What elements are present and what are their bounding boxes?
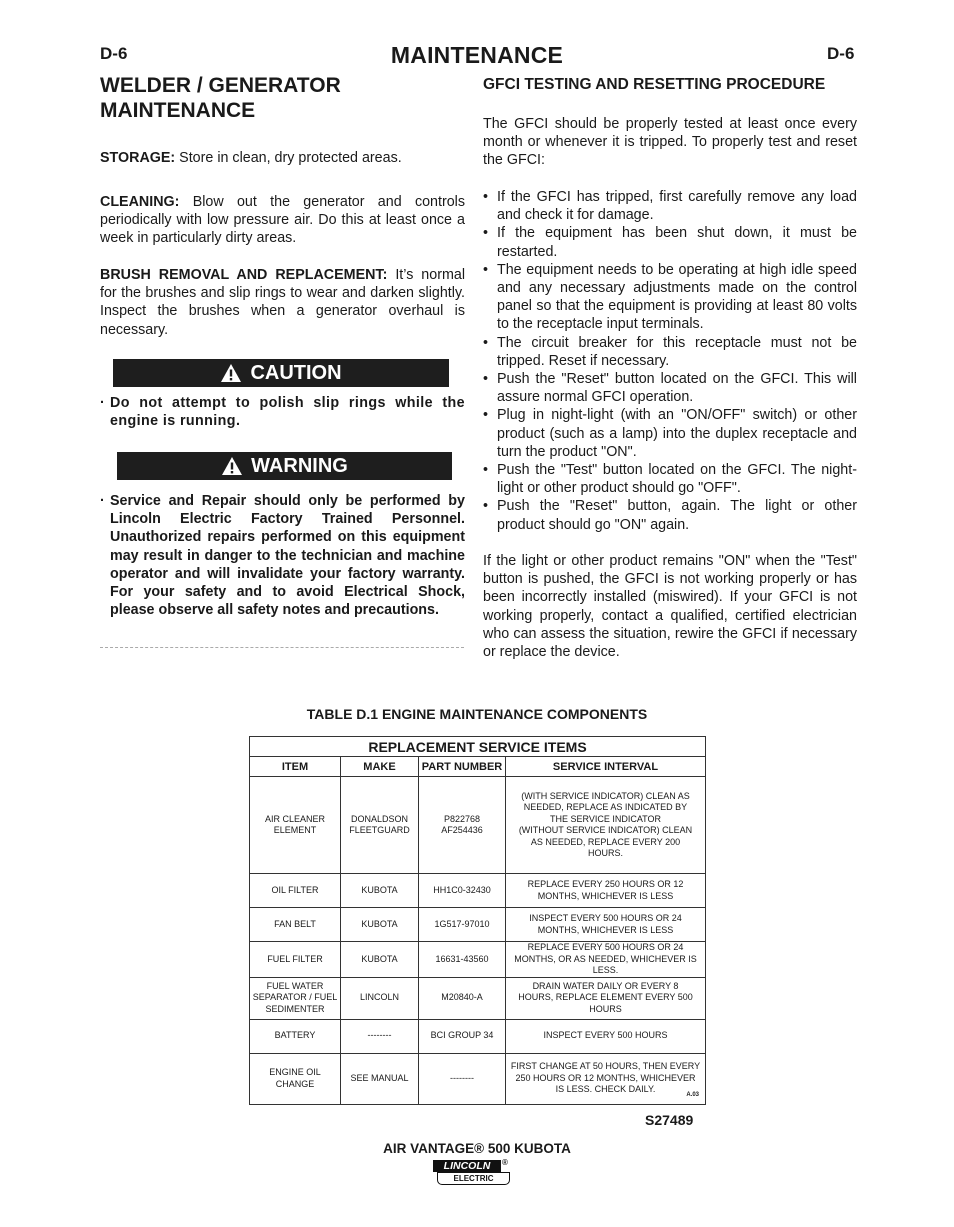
maintenance-table: [249, 736, 706, 1105]
storage-text: Store in clean, dry protected areas.: [175, 150, 402, 166]
table-group-header: REPLACEMENT SERVICE ITEMS: [250, 737, 706, 757]
column-header-item: ITEM: [250, 757, 341, 777]
cell-make: SEE MANUAL: [341, 1053, 419, 1104]
section-heading: [100, 73, 341, 123]
table-row: [250, 977, 706, 1019]
divider: [100, 647, 464, 648]
storage-paragraph: [100, 149, 465, 167]
cell-item: BATTERY: [250, 1019, 341, 1053]
list-item: • Push the "Test" button located on the GFCI. The night-light or other product should go "OFF".: [483, 461, 857, 497]
storage-label: STORAGE:: [100, 150, 176, 166]
table-caption: TABLE D.1 ENGINE MAINTENANCE COMPONENTS: [306, 706, 648, 722]
caution-label: CAUTION: [250, 361, 342, 384]
cell-make: LINCOLN: [341, 977, 419, 1019]
cell-part: M20840-A: [419, 977, 506, 1019]
cleaning-paragraph: [100, 193, 465, 248]
cell-part: 16631-43560: [419, 942, 506, 978]
page-number-right: D-6: [827, 44, 855, 63]
cell-item: AIR CLEANER ELEMENT: [250, 777, 341, 874]
product-name: AIR VANTAGE® 500 KUBOTA: [383, 1141, 571, 1156]
brush-label: BRUSH REMOVAL AND REPLACEMENT:: [100, 267, 388, 283]
cell-interval: DRAIN WATER DAILY OR EVERY 8 HOURS, REPLACE ELEMENT EVERY 500 HOURS: [506, 977, 706, 1019]
warning-triangle-icon: [221, 456, 243, 476]
cell-make: KUBOTA: [341, 942, 419, 978]
cell-interval-text: FIRST CHANGE AT 50 HOURS, THEN EVERY 250 HOURS OR 12 MONTHS, WHICHEVER IS LESS. CHECK DAILY.: [510, 1061, 701, 1095]
cell-part: P822768 AF254436: [419, 777, 506, 874]
table-row: [250, 1019, 706, 1053]
cell-item: ENGINE OIL CHANGE: [250, 1053, 341, 1104]
table-row: [250, 942, 706, 978]
cell-item: OIL FILTER: [250, 874, 341, 908]
list-item: • The equipment needs to be operating at high idle speed and any necessary adjustments made on the control panel so that the equipment is providing at least 80 volts to the receptacle input terminals.: [483, 261, 857, 334]
page-number-left: D-6: [100, 44, 128, 63]
cell-interval: INSPECT EVERY 500 HOURS: [506, 1019, 706, 1053]
cell-interval: (WITH SERVICE INDICATOR) CLEAN AS NEEDED, REPLACE AS INDICATED BY THE SERVICE INDICATOR (WITHOUT SERVICE INDICATOR) CLEAN AS NEEDED, REPLACE EVERY 200 HOURS.: [506, 777, 706, 874]
column-header-make: MAKE: [341, 757, 419, 777]
gfci-intro: The GFCI should be properly tested at least once every month or whenever it is tripped. To properly test and reset the GFCI:: [483, 116, 857, 169]
warning-item: · Service and Repair should only be performed by Lincoln Electric Factory Trained Personnel. Unauthorized repairs performed on this equipment may result in danger to the technician and machine operator and will invalidate your factory warranty. For your safety and to avoid Electrical Shock, please observe all safety notes and precautions.: [100, 493, 465, 619]
warning-triangle-icon: [220, 363, 242, 383]
cell-item: FAN BELT: [250, 908, 341, 942]
drawing-number: S27489: [645, 1112, 694, 1128]
cell-interval: REPLACE EVERY 500 HOURS OR 24 MONTHS, OR AS NEEDED, WHICHEVER IS LESS.: [506, 942, 706, 978]
cell-make: KUBOTA: [341, 908, 419, 942]
cell-item: FUEL FILTER: [250, 942, 341, 978]
list-item: • Push the "Reset" button located on the GFCI. This will assure normal GFCI operation.: [483, 370, 857, 406]
cell-interval: REPLACE EVERY 250 HOURS OR 12 MONTHS, WHICHEVER IS LESS: [506, 874, 706, 908]
gfci-heading: GFCI TESTING AND RESETTING PROCEDURE: [483, 76, 826, 93]
page-title: MAINTENANCE: [390, 42, 564, 68]
table-row: [250, 874, 706, 908]
warning-item-text: Service and Repair should only be performed by Lincoln Electric Factory Trained Personnel. Unauthorized repairs performed on this equipment may result in danger to the technician and machine operator and will invalidate your factory warranty. For your safety and to avoid Electrical Shock, please observe all safety notes and precautions.: [110, 493, 465, 619]
cell-make: --------: [341, 1019, 419, 1053]
cell-interval: INSPECT EVERY 500 HOURS OR 24 MONTHS, WHICHEVER IS LESS: [506, 908, 706, 942]
cell-item: FUEL WATER SEPARATOR / FUEL SEDIMENTER: [250, 977, 341, 1019]
gfci-closing: If the light or other product remains "ON" when the "Test" button is pushed, the GFCI is not working properly or has been incorrectly installed (miswired). If your GFCI is not working properly, contact a qualified, certified electrician who can assess the situation, rewire the GFCI if necessary or replace the device.: [483, 553, 857, 661]
brush-paragraph: [100, 266, 465, 339]
list-item: • If the equipment has been shut down, it must be restarted.: [483, 224, 857, 260]
list-item: • The circuit breaker for this receptacle must not be tripped. Reset if necessary.: [483, 334, 857, 370]
cell-make: DONALDSON FLEETGUARD: [341, 777, 419, 874]
cell-part: BCI GROUP 34: [419, 1019, 506, 1053]
cleaning-text: Blow out the generator and controls periodically with low pressure air. Do this at least once a week in particularly dirty areas.: [100, 194, 465, 247]
logo-registered-mark: ®: [502, 1158, 508, 1167]
column-header-part-number: PART NUMBER: [419, 757, 506, 777]
section-heading-line2: MAINTENANCE: [100, 99, 256, 122]
table-row: [250, 1053, 706, 1104]
logo-top: LINCOLN: [433, 1160, 501, 1172]
table-row: [250, 908, 706, 942]
warning-label: WARNING: [251, 454, 348, 477]
lincoln-electric-logo: [433, 1160, 510, 1185]
revision-code: A.03: [686, 1092, 699, 1098]
caution-banner: [113, 359, 449, 387]
cell-part: 1G517-97010: [419, 908, 506, 942]
cell-interval: [506, 1053, 706, 1104]
column-header-service-interval: SERVICE INTERVAL: [506, 757, 706, 777]
logo-bottom: ELECTRIC: [437, 1172, 510, 1185]
table-row: [250, 777, 706, 874]
cell-part: --------: [419, 1053, 506, 1104]
cell-part: HH1C0-32430: [419, 874, 506, 908]
gfci-steps-list: [483, 188, 857, 534]
list-item: • Push the "Reset" button, again. The light or other product should go "ON" again.: [483, 497, 857, 533]
caution-item-text: Do not attempt to polish slip rings while the engine is running.: [110, 395, 465, 430]
cleaning-label: CLEANING:: [100, 194, 180, 210]
brush-text: It’s normal for the brushes and slip rings to wear and darken slightly. Inspect the brushes when a generator overhaul is necessary.: [100, 267, 466, 338]
list-item: • Plug in night-light (with an "ON/OFF" switch) or other product (such as a lamp) into the duplex receptacle and turn the product "ON".: [483, 406, 857, 461]
cell-make: KUBOTA: [341, 874, 419, 908]
list-item: • If the GFCI has tripped, first carefully remove any load and check it for damage.: [483, 188, 857, 224]
section-heading-line1: WELDER / GENERATOR: [100, 74, 341, 97]
caution-item: · Do not attempt to polish slip rings while the engine is running.: [100, 395, 465, 430]
warning-banner: [117, 452, 452, 480]
